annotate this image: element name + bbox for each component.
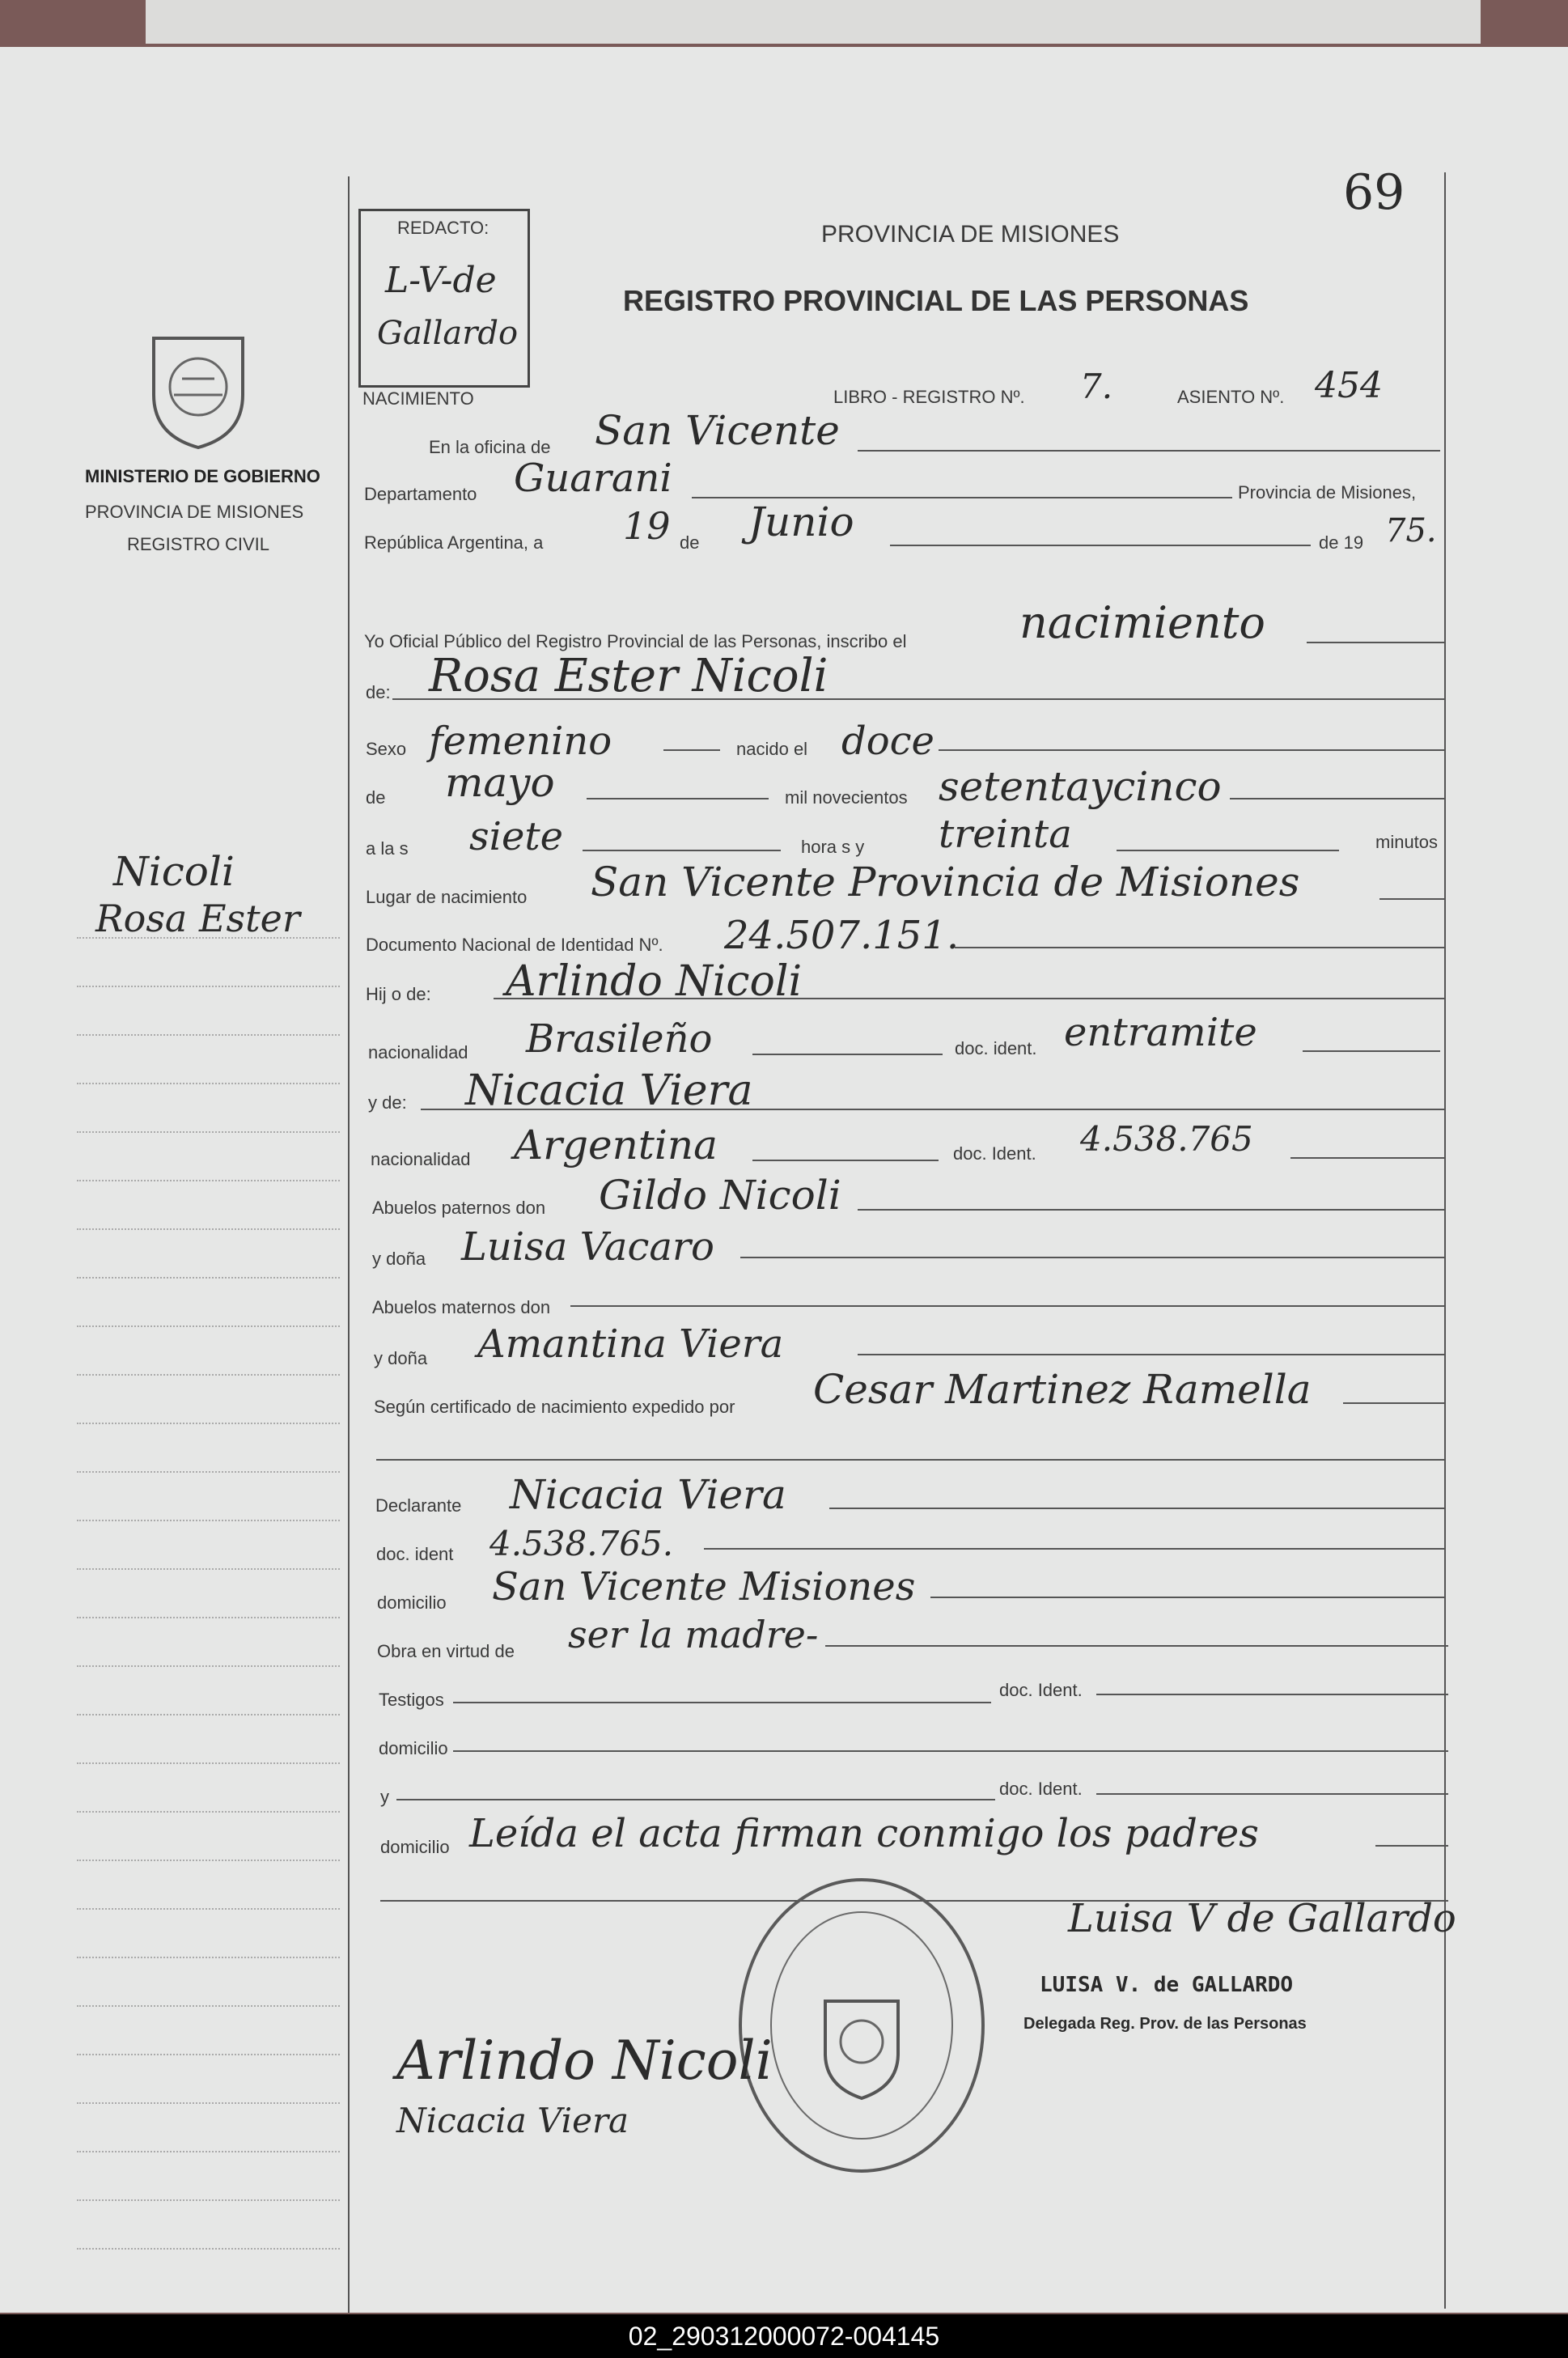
declarante-line xyxy=(829,1508,1444,1509)
hora-line xyxy=(583,850,781,851)
testigos-label: Testigos xyxy=(379,1690,444,1710)
doc1-line xyxy=(1303,1050,1440,1052)
ydona2-line xyxy=(858,1354,1444,1355)
nacido-value: doce xyxy=(841,719,934,764)
oficial-value: nacimiento xyxy=(1019,597,1265,648)
asiento-label: ASIENTO Nº. xyxy=(1177,387,1285,407)
redacto-box xyxy=(358,209,530,388)
y-label: y xyxy=(380,1787,389,1807)
official-signature: Luisa V de Gallardo xyxy=(1068,1896,1456,1941)
day-value: 19 xyxy=(623,504,671,548)
obra-line xyxy=(825,1645,1448,1647)
domicilio2-line xyxy=(453,1750,1448,1752)
nacido-label: nacido el xyxy=(736,739,808,759)
declarante-value: Nicacia Viera xyxy=(510,1471,786,1518)
docident3-label: doc. Ident. xyxy=(999,1779,1083,1799)
cert-value: Cesar Martinez Ramella xyxy=(813,1366,1312,1413)
nac1-line xyxy=(752,1054,943,1055)
ydona1-line xyxy=(740,1257,1444,1258)
oficina-label: En la oficina de xyxy=(429,437,551,457)
ydona2-value: Amantina Viera xyxy=(477,1321,784,1367)
nacimiento-label: NACIMIENTO xyxy=(362,388,474,409)
doc2-value: 4.538.765 xyxy=(1080,1119,1253,1159)
margin-dotted-line xyxy=(77,1325,340,1327)
margin-dotted-line xyxy=(77,1665,340,1667)
year-label: de 19 xyxy=(1319,532,1364,553)
margin-dotted-line xyxy=(77,1131,340,1133)
margin-dotted-line xyxy=(77,937,340,939)
asiento-value: 454 xyxy=(1315,365,1383,406)
docident2-line xyxy=(1096,1694,1448,1695)
emblem-province-label: PROVINCIA DE MISIONES xyxy=(85,502,304,522)
abpat-value: Gildo Nicoli xyxy=(599,1172,841,1219)
sexo-line xyxy=(663,749,720,751)
footer-bar xyxy=(0,2314,1568,2358)
margin-dotted-line xyxy=(77,1617,340,1618)
margin-dotted-line xyxy=(77,1471,340,1473)
mil-label: mil novecientos xyxy=(785,787,908,808)
emblem-registry-label: REGISTRO CIVIL xyxy=(127,534,270,554)
mes-line xyxy=(587,798,769,799)
oficial-line xyxy=(1307,642,1444,643)
margin-dotted-line xyxy=(77,1908,340,1910)
lugar-value: San Vicente Provincia de Misiones xyxy=(591,859,1300,905)
margin-dotted-line xyxy=(77,1374,340,1376)
testigos-line xyxy=(453,1702,991,1703)
domicilio2-label: domicilio xyxy=(379,1738,448,1758)
docident2-label: doc. Ident. xyxy=(999,1680,1083,1700)
domicilio-label: domicilio xyxy=(377,1592,447,1613)
margin-dotted-line xyxy=(77,2102,340,2104)
emblem-seal xyxy=(138,322,259,452)
yde-label: y de: xyxy=(368,1092,407,1113)
nac2-line xyxy=(752,1160,939,1161)
domicilio3-label: domicilio xyxy=(380,1837,450,1857)
nac2-value: Argentina xyxy=(514,1122,718,1168)
mil-value: setentaycinco xyxy=(939,763,1222,810)
madre-line xyxy=(421,1109,1444,1110)
margin-dotted-line xyxy=(77,1034,340,1036)
name-de-label: de: xyxy=(366,682,391,702)
margin-dotted-line xyxy=(77,2054,340,2055)
oficina-line xyxy=(858,450,1440,452)
cert-line xyxy=(1343,1402,1444,1404)
domicilio-line xyxy=(930,1597,1444,1598)
margin-surname: Nicoli xyxy=(113,848,235,895)
obra-value: ser la madre- xyxy=(568,1613,819,1656)
declarante-label: Declarante xyxy=(375,1495,462,1516)
margin-dotted-line xyxy=(77,1568,340,1570)
abmat-line xyxy=(570,1305,1444,1307)
domicilio-value: San Vicente Misiones xyxy=(492,1564,916,1609)
nacido-line xyxy=(939,749,1444,751)
margin-dotted-line xyxy=(77,1277,340,1279)
ydona1-value: Luisa Vacaro xyxy=(461,1224,714,1270)
day-de-label: de xyxy=(680,532,700,553)
mes-de-label: de xyxy=(366,787,386,808)
margin-dotted-line xyxy=(77,2005,340,2007)
y-line xyxy=(396,1799,995,1800)
lugar-line xyxy=(1379,898,1444,900)
departamento-label: Departamento xyxy=(364,484,477,504)
lugar-label: Lugar de nacimiento xyxy=(366,887,528,907)
padre-value: Arlindo Nicoli xyxy=(506,957,803,1006)
dni-label: Documento Nacional de Identidad Nº. xyxy=(366,935,663,955)
margin-dotted-line xyxy=(77,2151,340,2152)
departamento-value: Guarani xyxy=(514,456,672,501)
minutos-line xyxy=(1117,850,1339,851)
abpat-label: Abuelos paternos don xyxy=(372,1198,546,1218)
margin-dotted-line xyxy=(77,1860,340,1861)
doc1-value: entramite xyxy=(1064,1010,1257,1055)
doc2-line xyxy=(1290,1157,1444,1159)
margin-dotted-line xyxy=(77,1520,340,1521)
minutos-value: treinta xyxy=(939,812,1072,857)
sexo-value: femenino xyxy=(429,719,612,764)
mother-signature: Nicacia Viera xyxy=(396,2101,629,2140)
margin-dotted-line xyxy=(77,1957,340,1958)
name-line xyxy=(392,698,1444,700)
margin-dotted-line xyxy=(77,1811,340,1813)
docident-label: doc. ident xyxy=(376,1544,454,1564)
hora-value: siete xyxy=(469,814,564,859)
month-line xyxy=(890,545,1311,546)
stamp-text xyxy=(736,2183,765,2184)
ydona1-label: y doña xyxy=(372,1249,426,1269)
abpat-line xyxy=(858,1209,1444,1211)
domicilio3-value: Leída el acta firman conmigo los padres xyxy=(469,1811,1259,1856)
name-value: Rosa Ester Nicoli xyxy=(429,650,828,702)
margin-dotted-line xyxy=(77,986,340,987)
dni-line xyxy=(955,947,1444,948)
nac2-label: nacionalidad xyxy=(371,1149,471,1169)
alas-label: a la s xyxy=(366,838,409,859)
redacto-label: REDACTO: xyxy=(397,218,489,238)
dni-value: 24.507.151. xyxy=(724,913,960,958)
official-name: LUISA V. de GALLARDO xyxy=(1040,1973,1294,1997)
mes-value: mayo xyxy=(445,759,555,806)
footer-id: 02_290312000072-004145 xyxy=(628,2322,940,2351)
docident-line xyxy=(704,1548,1444,1550)
oficina-value: San Vicente xyxy=(595,407,840,454)
margin-dotted-line xyxy=(77,1714,340,1715)
margin-dotted-line xyxy=(77,1423,340,1424)
abmat-label: Abuelos maternos don xyxy=(372,1297,551,1317)
left-margin-line xyxy=(348,176,350,2313)
year-value: 75. xyxy=(1385,512,1437,549)
redacto-line2: Gallardo xyxy=(377,315,519,352)
right-margin-line xyxy=(1444,172,1446,2309)
official-stamp xyxy=(724,1868,999,2183)
libro-label: LIBRO - REGISTRO Nº. xyxy=(833,387,1025,407)
margin-dotted-line xyxy=(77,1180,340,1181)
padre-line xyxy=(494,998,1444,999)
mil-line xyxy=(1230,798,1444,799)
hijo-label: Hij o de: xyxy=(366,984,431,1004)
document-page xyxy=(0,47,1568,2313)
oficial-label: Yo Oficial Público del Registro Provincial de las Personas, inscribo el xyxy=(364,631,907,651)
hora-label: hora s y xyxy=(801,837,865,857)
ministry-label: MINISTERIO DE GOBIERNO xyxy=(85,466,320,486)
margin-dotted-line xyxy=(77,1762,340,1764)
margin-given-names: Rosa Ester xyxy=(95,897,300,940)
father-signature: Arlindo Nicoli xyxy=(396,2029,773,2092)
margin-dotted-line xyxy=(77,1083,340,1084)
page-number: 69 xyxy=(1343,164,1405,221)
doc1-label: doc. ident. xyxy=(955,1038,1037,1058)
header-registry: REGISTRO PROVINCIAL DE LAS PERSONAS xyxy=(623,284,1249,317)
libro-value: 7. xyxy=(1080,367,1113,406)
cert-label: Según certificado de nacimiento expedido por xyxy=(374,1397,735,1417)
republica-label: República Argentina, a xyxy=(364,532,544,553)
official-title: Delegada Reg. Prov. de las Personas xyxy=(1023,2015,1307,2033)
margin-dotted-line xyxy=(77,2248,340,2250)
ydona2-label: y doña xyxy=(374,1348,428,1368)
margin-dotted-line xyxy=(77,1228,340,1230)
previous-page-edge xyxy=(146,0,1481,44)
obra-label: Obra en virtud de xyxy=(377,1641,515,1661)
month-value: Junio xyxy=(748,498,854,545)
madre-value: Nicacia Viera xyxy=(465,1067,753,1115)
docident-value: 4.538.765. xyxy=(489,1524,674,1563)
provincia-label: Provincia de Misiones, xyxy=(1238,482,1417,503)
docident3-line xyxy=(1096,1793,1448,1795)
domicilio3-line xyxy=(1375,1845,1448,1847)
nac1-label: nacionalidad xyxy=(368,1042,468,1062)
cert-continuation-line xyxy=(376,1459,1444,1461)
sexo-label: Sexo xyxy=(366,739,407,759)
doc2-label: doc. Ident. xyxy=(953,1143,1036,1164)
margin-dotted-line xyxy=(77,2199,340,2201)
header-province: PROVINCIA DE MISIONES xyxy=(821,221,1120,248)
redacto-line1: L-V-de xyxy=(385,260,497,301)
nac1-value: Brasileño xyxy=(526,1016,713,1062)
minutos-label: minutos xyxy=(1375,832,1439,852)
